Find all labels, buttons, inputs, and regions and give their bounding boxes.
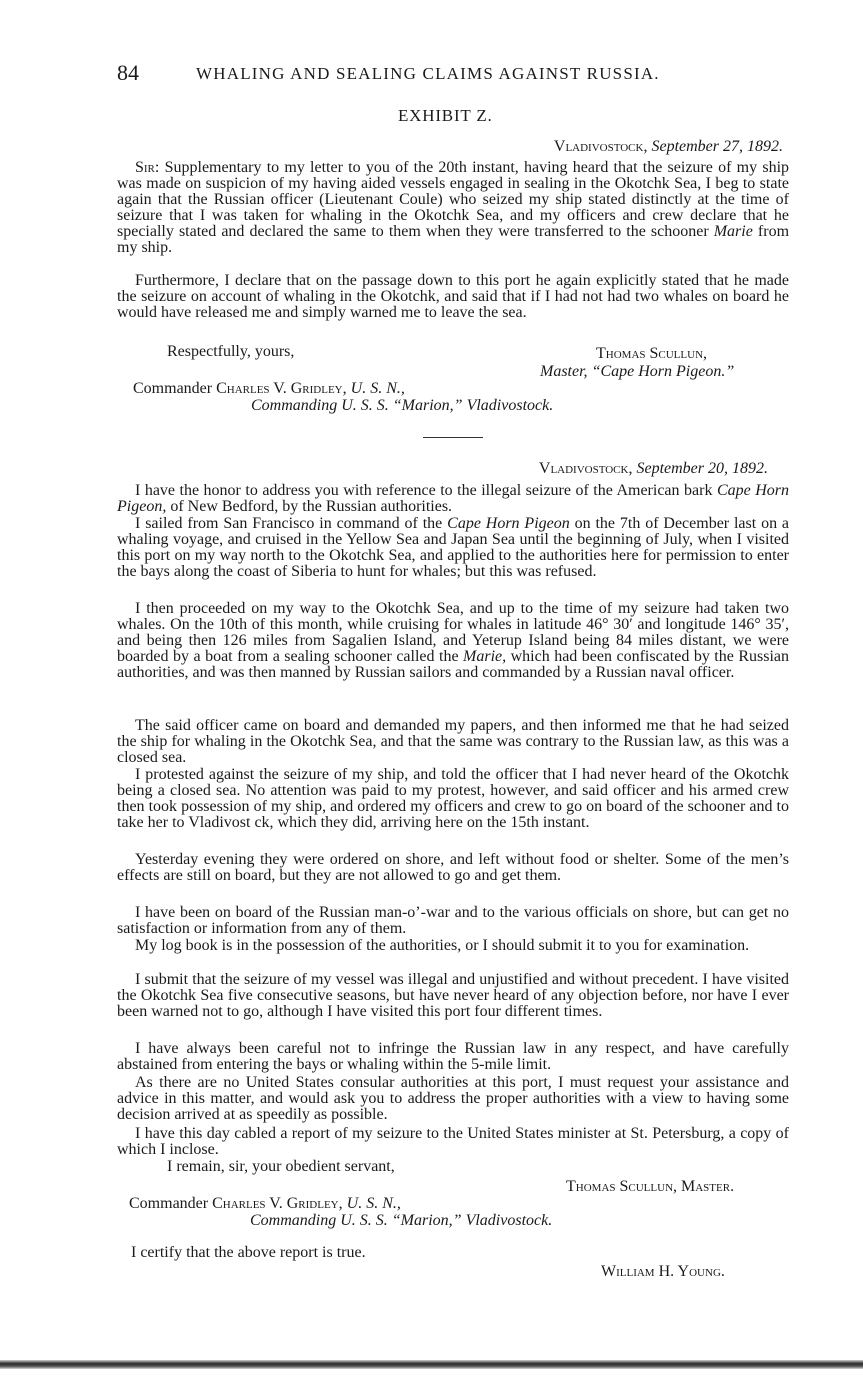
letter2-addressee-rank: Commander (129, 1195, 209, 1212)
letter2-addressee-command: Commanding U. S. S. “Marion,” Vladivostock. (250, 1212, 553, 1229)
letter1-signer-title-prefix: Master, (540, 363, 588, 380)
letter1-p1-vessel: Marie (713, 223, 753, 241)
letter2-paragraph-10: I have always been careful not to infringe the Russian law in any respect, and have carefully abstained from entering the bays or whaling within the 5-mile limit. (117, 1040, 789, 1074)
letter2-addressee-service: U. S. N., (346, 1195, 401, 1212)
letter1-p1-end: from my ship. (117, 223, 790, 257)
letter2-paragraph-11: As there are no United States consular authorities at this port, I must request your assistance and advice in this matter, and would ask you to address the proper authorities with a view to having some decision arrived at as speedily as possible. (117, 1074, 789, 1124)
letter2-p2-vessel: Cape Horn Pigeon (447, 515, 570, 532)
letter2-place: Vladivostock, (538, 460, 633, 477)
letter1-addressee-rank: Commander (133, 380, 213, 397)
letter2-closing: I remain, sir, your obedient servant, (167, 1158, 395, 1175)
letter1-date: September 27, 1892. (651, 138, 783, 155)
letter2-paragraph-3: I then proceeded on my way to the Okotchk Sea, and up to the time of my seizure had taken two whales. On the 10th of this month, while cruising for whales in latitude 46° 30′ and longitude 146° 35′, and being then 126 miles from Sagalien Island, and Yeterup Island being 84 miles distant, we were boarded by a boat from a sealing schooner called the Marie, which had been confiscated by the Russian authorities, and was then manned by Russian sailors and commanded by a Russian naval officer. (117, 600, 789, 682)
section-divider (423, 437, 483, 438)
letter1-addressee (133, 380, 405, 398)
letter2-p1-vessel: Cape Horn Pigeon, (117, 482, 790, 516)
letter1-closing: Respectfully, yours, (167, 343, 295, 360)
letter1-addressee-service: U. S. N., (350, 380, 405, 397)
letter2-dateline (539, 460, 768, 478)
letter2-addressee-name: Charles V. Gridley, (212, 1195, 343, 1212)
running-title: WHALING AND SEALING CLAIMS AGAINST RUSSIA. (196, 64, 660, 83)
letter1-dateline (554, 138, 783, 156)
exhibit-title: EXHIBIT Z. (398, 106, 493, 125)
page-number: 84 (117, 60, 139, 85)
letter2-paragraph-5: I protested against the seizure of my ship, and told the officer that I had never heard of the Okotchk being a closed sea. No attention was paid to my protest, however, and said officer and his armed crew then took possession of my ship, and ordered my officers and crew to go on board of the schooner and to take her to Vladivost ck, which they did, arriving here on the 15th instant. (117, 766, 789, 832)
letter1-addressee-command: Commanding U. S. S. “Marion,” Vladivostock. (251, 397, 554, 414)
certification-signer: William H. Young. (601, 1263, 725, 1280)
letter2-paragraph-4: The said officer came on board and demanded my papers, and then informed me that he had seized the ship for whaling in the Okotchk Sea, and that the same was contrary to the Russian law, as this was a closed sea. (117, 717, 789, 767)
letter2-signer: Thomas Scullun, Master. (566, 1178, 735, 1195)
letter2-paragraph-8: My log book is in the possession of the authorities, or I should submit it to you for examination. (135, 937, 750, 954)
certification-text: I certify that the above report is true. (131, 1244, 366, 1261)
letter1-salutation: Sir: (135, 159, 160, 176)
letter1-p1-text: Supplementary to my letter to you of the 20th instant, having heard that the seizure of my ship was made on suspicion of my having aided vessels engaged in sealing in the Okotchk Sea, I beg to state again that the Russian officer (Lieutenant Coule) who seized my ship stated distinctly at the time of seizure that I was taken for whaling in the Okotchk Sea, and my officers and crew declare that he specially stated and declared the same to them when they were transferred to the schooner (117, 159, 790, 241)
letter1-addressee-name: Charles V. Gridley, (216, 380, 347, 397)
letter1-signer: Thomas Scullun, (596, 345, 708, 362)
letter2-paragraph-12: I have this day cabled a report of my seizure to the United States minister at St. Petersburg, a copy of which I inclose. (117, 1125, 789, 1159)
scan-edge-band (0, 1360, 863, 1369)
letter2-paragraph-1: I have the honor to address you with reference to the illegal seizure of the American bark Cape Horn Pigeon, of New Bedford, by the Russian authorities. (117, 482, 790, 516)
letter2-paragraph-2: I sailed from San Francisco in command of the Cape Horn Pigeon on the 7th of December last on a whaling voyage, and cruised in the Yellow Sea and Japan Sea until the beginning of July, when I visited this port on my way north to the Okotchk Sea, and applied to the authorities here for permission to enter the bays along the coast of Siberia to hunt for whales; but this was refused. (117, 515, 790, 581)
letter2-p3-vessel: Marie, (463, 648, 507, 666)
letter2-paragraph-9: I submit that the seizure of my vessel was illegal and unjustified and without precedent. I have visited the Okotchk Sea five consecutive seasons, but have never heard of any objection before, nor have I ever been warned not to go, although I have visited this port four different times. (117, 971, 789, 1021)
letter2-addressee (129, 1195, 401, 1213)
letter2-date: September 20, 1892. (636, 460, 768, 477)
letter2-paragraph-6: Yesterday evening they were ordered on shore, and left without food or shelter. Some of the men’s effects are still on board, but they are not allowed to go and get them. (117, 851, 789, 885)
letter1-place: Vladivostock, (553, 138, 648, 155)
letter1-paragraph-2: Furthermore, I declare that on the passage down to this port he again explicitly stated that he made the seizure on account of whaling in the Okotchk, and said that if I had not had two whales on board he would have released me and simply warned me to leave the sea. (117, 272, 789, 322)
letter1-paragraph-1 (117, 160, 789, 257)
letter1-signer-title-vessel: “Cape Horn Pigeon.” (591, 363, 735, 380)
letter1-signer-title (540, 363, 734, 381)
letter2-paragraph-7: I have been on board of the Russian man-o’-war and to the various officials on shore, but can get no satisfaction or information from any of them. (117, 904, 789, 938)
